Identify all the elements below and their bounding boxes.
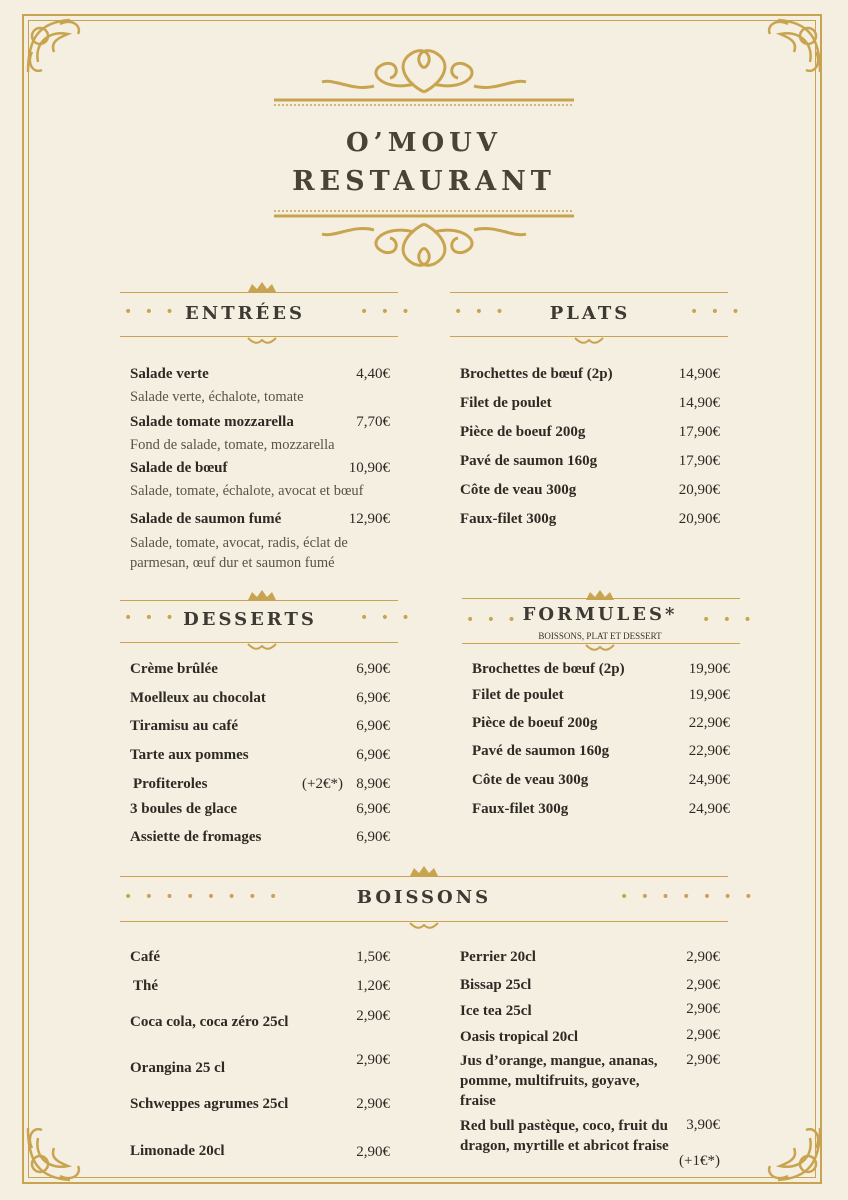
menu-item-price: 22,90€ bbox=[688, 743, 730, 759]
divider bbox=[120, 292, 398, 293]
divider bbox=[450, 292, 728, 293]
menu-item-price: 2,90€ bbox=[686, 1027, 720, 1043]
menu-item-price: 17,90€ bbox=[678, 424, 720, 440]
menu-item-name: Bissap 25cl bbox=[460, 977, 532, 993]
scroll-ornament-icon bbox=[571, 336, 607, 346]
menu-item-name: Brochettes de bœuf (2p) bbox=[472, 661, 625, 677]
menu-item-name: Jus d’orange, mangue, ananas, pomme, multifruits, goyave, fraise bbox=[460, 1053, 658, 1109]
menu-item-name: Salade de saumon fumé bbox=[130, 511, 282, 527]
menu-item-name: Assiette de fromages bbox=[130, 829, 262, 845]
menu-item-description: Salade, tomate, échalote, avocat et bœuf bbox=[130, 483, 364, 499]
corner-ornament-bottom-right-icon bbox=[758, 1118, 828, 1188]
menu-item-name: 3 boules de glace bbox=[130, 801, 238, 817]
menu-item-name: Limonade 20cl bbox=[130, 1143, 225, 1159]
formules-subtitle: BOISSONS, PLAT ET DESSERT bbox=[538, 631, 662, 641]
menu-item-name: Brochettes de bœuf (2p) bbox=[460, 366, 613, 382]
section-title-plats: PLATS bbox=[549, 303, 631, 324]
dots-ornament-icon: • • • bbox=[124, 304, 178, 320]
dots-ornament-icon: • • • bbox=[454, 304, 508, 320]
crown-ornament-icon bbox=[582, 588, 618, 602]
dots-ornament-icon: • • • bbox=[690, 304, 744, 320]
divider bbox=[120, 600, 398, 601]
menu-item-supplement: (+1€*) bbox=[679, 1153, 720, 1169]
dots-ornament-icon: • • • bbox=[360, 304, 414, 320]
menu-item-price: 6,90€ bbox=[356, 829, 390, 845]
menu-item-name: Schweppes agrumes 25cl bbox=[130, 1096, 289, 1112]
menu-item-price: 2,90€ bbox=[686, 1001, 720, 1017]
menu-item-price: 2,90€ bbox=[686, 949, 720, 965]
menu-item-supplement: (+2€*) bbox=[302, 776, 343, 792]
menu-item-price: 20,90€ bbox=[678, 511, 720, 527]
menu-item-price: 2,90€ bbox=[356, 1008, 390, 1024]
section-title-entrees: ENTRÉES bbox=[185, 303, 305, 324]
menu-item-price: 24,90€ bbox=[688, 801, 730, 817]
menu-item-name: Côte de veau 300g bbox=[472, 772, 589, 788]
menu-item-name: Tarte aux pommes bbox=[130, 747, 249, 763]
menu-item-description: Salade verte, échalote, tomate bbox=[130, 389, 304, 405]
menu-item-name: Red bull pastèque, coco, fruit du dragon, myrtille et abricot fraise bbox=[460, 1118, 669, 1154]
menu-item-price: 14,90€ bbox=[678, 366, 720, 382]
menu-item-name: Tiramisu au café bbox=[130, 718, 239, 734]
menu-item-name: Café bbox=[130, 949, 160, 965]
menu-item-name: Pavé de saumon 160g bbox=[460, 453, 598, 469]
dots-ornament-icon: • • • bbox=[124, 610, 178, 626]
menu-item-name: Ice tea 25cl bbox=[460, 1003, 532, 1019]
menu-item-price: 6,90€ bbox=[356, 801, 390, 817]
menu-item-name: Crème brûlée bbox=[130, 661, 218, 677]
menu-item-name: Salade tomate mozzarella bbox=[130, 414, 294, 430]
dots-ornament-icon: • • • • • • • bbox=[620, 889, 757, 905]
menu-item-name: Orangina 25 cl bbox=[130, 1060, 226, 1076]
menu-item-price: 24,90€ bbox=[688, 772, 730, 788]
menu-item-name: Filet de poulet bbox=[472, 687, 564, 703]
corner-ornament-top-right-icon bbox=[758, 12, 828, 82]
menu-item-price: 2,90€ bbox=[686, 1052, 720, 1068]
menu-item-name: Salade de bœuf bbox=[130, 460, 228, 476]
menu-item-name: Salade verte bbox=[130, 366, 209, 382]
menu-item-price: 6,90€ bbox=[356, 690, 390, 706]
menu-item-price: 1,20€ bbox=[356, 978, 390, 994]
menu-item-price: 2,90€ bbox=[356, 1096, 390, 1112]
menu-item-name: Filet de poulet bbox=[460, 395, 552, 411]
corner-ornament-top-left-icon bbox=[20, 12, 90, 82]
menu-item-name: Coca cola, coca zéro 25cl bbox=[130, 1014, 289, 1030]
menu-item-price: 22,90€ bbox=[688, 715, 730, 731]
menu-item-price: 19,90€ bbox=[688, 661, 730, 677]
menu-item-price: 4,40€ bbox=[356, 366, 390, 382]
menu-item-name: Pièce de boeuf 200g bbox=[460, 424, 586, 440]
menu-item-price: 8,90€ bbox=[356, 776, 390, 792]
scroll-ornament-icon bbox=[406, 921, 442, 931]
menu-item-price: 3,90€ bbox=[686, 1117, 720, 1133]
menu-item-name: Perrier 20cl bbox=[460, 949, 536, 965]
menu-item-name: Thé bbox=[133, 978, 159, 994]
menu-item-price: 2,90€ bbox=[686, 977, 720, 993]
menu-item-price: 19,90€ bbox=[688, 687, 730, 703]
menu-item-price: 6,90€ bbox=[356, 747, 390, 763]
divider bbox=[120, 876, 728, 877]
menu-item-name: Oasis tropical 20cl bbox=[460, 1029, 579, 1045]
header-bottom-flourish-icon bbox=[274, 208, 574, 274]
menu-item-name: Côte de veau 300g bbox=[460, 482, 577, 498]
restaurant-name-line1: O’MOUV bbox=[346, 128, 502, 158]
divider bbox=[462, 598, 740, 599]
menu-item-price: 1,50€ bbox=[356, 949, 390, 965]
menu-item-price: 12,90€ bbox=[348, 511, 390, 527]
menu-item-name: Moelleux au chocolat bbox=[130, 690, 266, 706]
section-title-desserts: DESSERTS bbox=[183, 609, 317, 630]
scroll-ornament-icon bbox=[244, 336, 280, 346]
dots-ornament-icon: • • • • • • • • bbox=[124, 889, 282, 905]
menu-item-name: Faux-filet 300g bbox=[472, 801, 569, 817]
dots-ornament-icon: • • • bbox=[360, 610, 414, 626]
menu-item-price: 6,90€ bbox=[356, 718, 390, 734]
section-title-formules: FORMULES* bbox=[522, 604, 678, 625]
menu-item-name: Profiteroles bbox=[133, 776, 208, 792]
menu-item-name: Pièce de boeuf 200g bbox=[472, 715, 598, 731]
menu-item-name: Pavé de saumon 160g bbox=[472, 743, 610, 759]
menu-item-name: Faux-filet 300g bbox=[460, 511, 557, 527]
restaurant-name-line2: RESTAURANT bbox=[292, 166, 556, 197]
menu-item-price: 6,90€ bbox=[356, 661, 390, 677]
menu-item-description: Salade, tomate, avocat, radis, éclat de parmesan, œuf dur et saumon fumé bbox=[130, 535, 348, 571]
header-top-flourish-icon bbox=[274, 42, 574, 108]
menu-item-price: 7,70€ bbox=[356, 414, 390, 430]
corner-ornament-bottom-left-icon bbox=[20, 1118, 90, 1188]
dots-ornament-icon: • • • bbox=[466, 612, 520, 628]
menu-item-price: 2,90€ bbox=[356, 1144, 390, 1160]
menu-item-description: Fond de salade, tomate, mozzarella bbox=[130, 437, 335, 453]
scroll-ornament-icon bbox=[582, 643, 618, 653]
menu-item-price: 2,90€ bbox=[356, 1052, 390, 1068]
section-title-boissons: BOISSONS bbox=[356, 887, 492, 908]
menu-item-price: 17,90€ bbox=[678, 453, 720, 469]
scroll-ornament-icon bbox=[244, 642, 280, 652]
menu-item-price: 14,90€ bbox=[678, 395, 720, 411]
menu-item-price: 20,90€ bbox=[678, 482, 720, 498]
menu-item-price: 10,90€ bbox=[348, 460, 390, 476]
dots-ornament-icon: • • • bbox=[702, 612, 756, 628]
